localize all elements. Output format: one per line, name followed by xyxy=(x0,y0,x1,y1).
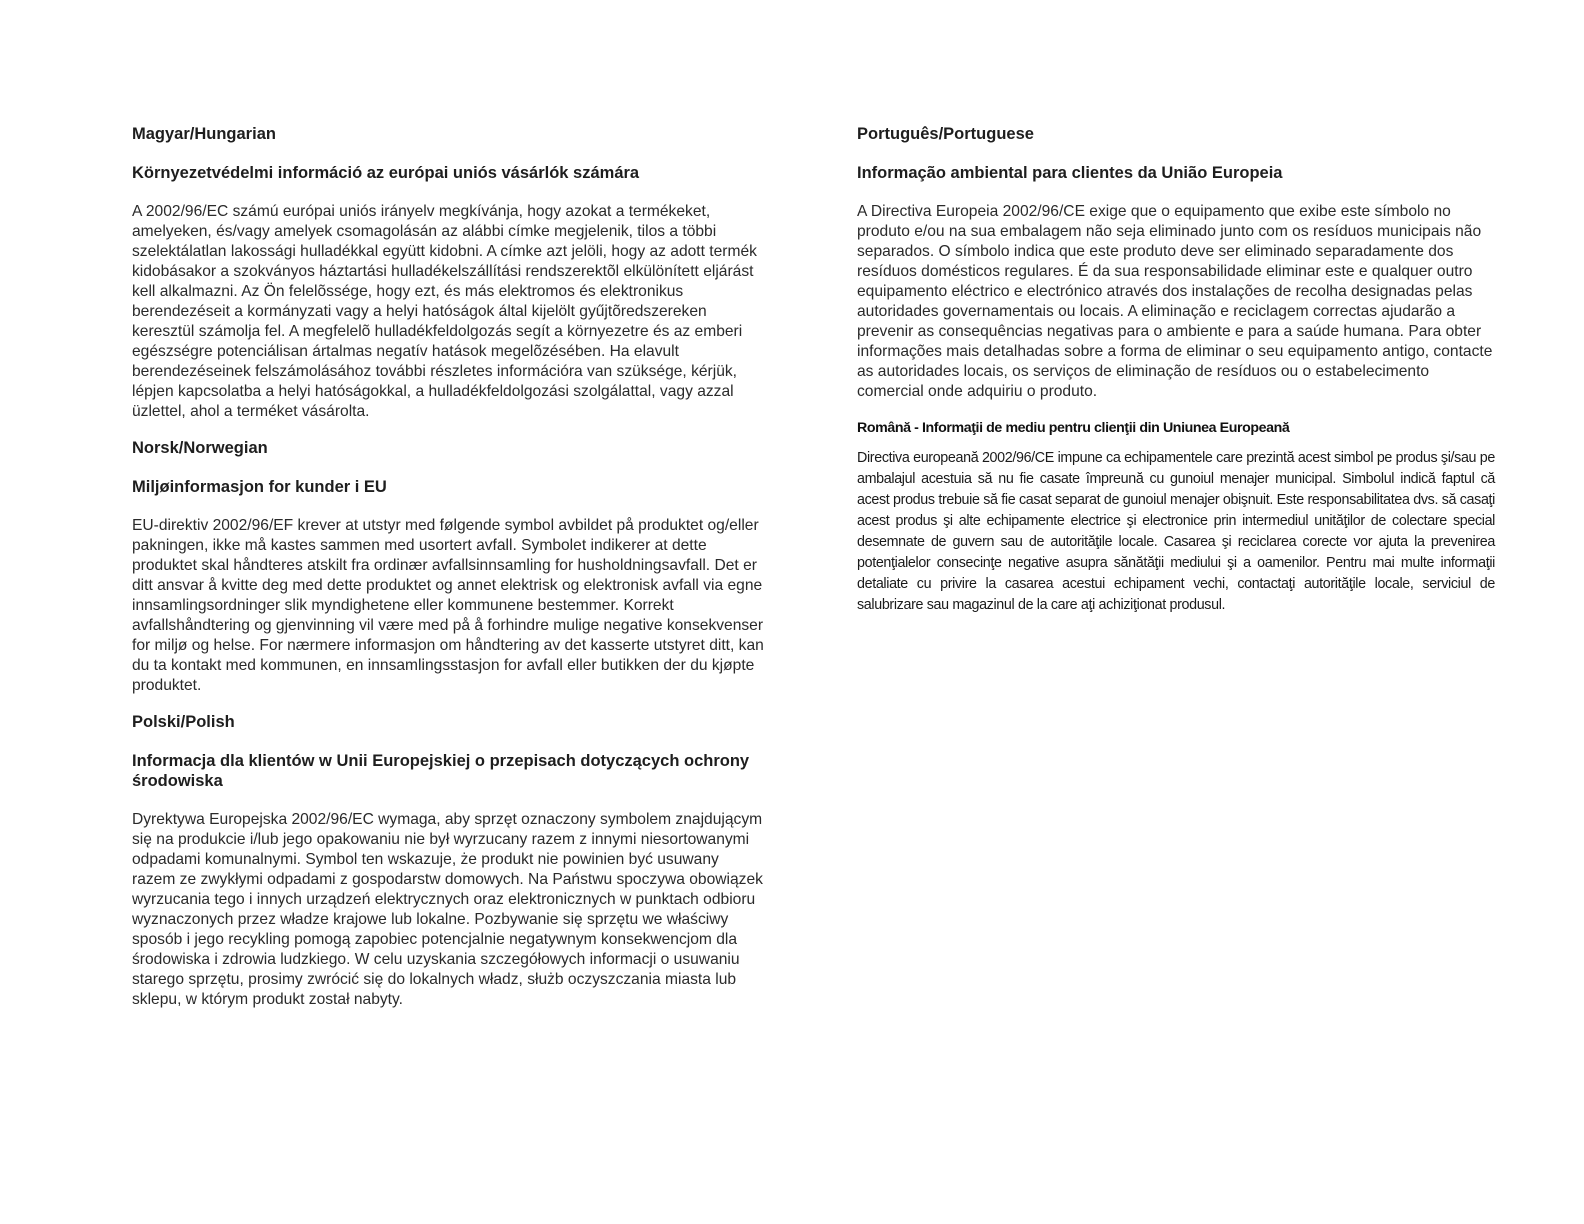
body-text-portuguese: A Directiva Europeia 2002/96/CE exige que o equipamento que exibe este símbolo no produto e/ou na sua embalagem não seja eliminado junto com os resíduos municipais não separados. O símbolo indica que este produto deve ser eliminado separadamente dos resíduos domésticos regulares. É da sua responsabilidade eliminar este e qualquer outro equipamento eléctrico e electrónico através dos instalações de recolha designadas pelas autoridades governamentais ou locais. A eliminação e reciclagem correctas ajudarão a prevenir as consequências negativas para o ambiente e para a saúde humana. Para obter informações mais detalhadas sobre a forma de eliminar o seu equipamento antigo, contacte as autoridades locais, os serviços de eliminação de resíduos ou o estabelecimento comercial onde adquiriu o produto. xyxy=(857,203,1493,400)
language-title-polish: Polski/Polish xyxy=(132,713,235,731)
body-text-hungarian: A 2002/96/EC számú európai uniós irányelv megkívánja, hogy azokat a termékeket, amelyeken, és/vagy amelyek csomagolásán az alábbi címke megjelenik, tilos a többi szelektálatlan lakossági hulladékkal együtt kidobni. A címke azt jelöli, hogy az adott termék kidobásakor a szokványos háztartási hulladékelszállítási rendszerektõl elkülönített eljárást kell alkalmazni. Az Ön felelõssége, hogy ezt, és más elektromos és elektronikus berendezéseit a kormányzati vagy a helyi hatóságok által kijelölt gyűjtõredszereken keresztül számolja fel. A megfelelõ hulladékfeldolgozás segít a környezetre és az emberi egészségre potenciálisan ártalmas negatív hatások megelõzésében. Ha elavult berendezéseinek felszámolásához további részletes információra van szüksége, kérjük, lépjen kapcsolatba a helyi hatóságokkal, a hulladékfeldolgozási szolgálattal, vagy azzal üzlettel, ahol a terméket vásárolta. xyxy=(132,203,757,420)
body-text-polish: Dyrektywa Europejska 2002/96/EC wymaga, aby sprzęt oznaczony symbolem znajdującym się na produkcie i/lub jego opakowaniu nie był wyrzucany razem z innymi niesortowanymi odpadami komunalnymi. Symbol ten wskazuje, że produkt nie powinien być usuwany razem ze zwykłymi odpadami z gospodarstw domowych. Na Państwu spoczywa obowiązek wyrzucania tego i innych urządzeń elektrycznych oraz elektronicznych w punktach odbioru wyznaczonych przez władze krajowe lub lokalne. Pozbywanie się sprzętu we właściwy sposób i jego recykling pomogą zapobiec potencjalnie negatywnym konsekwencjom dla środowiska i zdrowia ludzkiego. W celu uzyskania szczegółowych informacji o usuwaniu starego sprzętu, prosimy zwrócić się do lokalnych władz, służb oczyszczania miasta lub sklepu, w którym produkt został nabyty. xyxy=(132,811,763,1008)
section-romanian xyxy=(857,418,1495,616)
section-heading-portuguese: Informação ambiental para clientes da União Europeia xyxy=(857,164,1283,182)
right-column xyxy=(857,124,1495,616)
language-title-portuguese: Português/Portuguese xyxy=(857,125,1034,143)
body-text-romanian: Directiva europeană 2002/96/CE impune ca echipamentele care prezintă acest simbol pe produs şi/sau pe ambalajul acestuia să nu fie casate împreună cu gunoiul menajer municipal. Simbolul indică faptul că acest produs trebuie să fie casat separat de gunoiul menajer obişnuit. Este responsabilitatea dvs. să casaţi acest produs şi alte echipamente electrice şi electronice prin intermediul unităţilor de colectare special desemnate de guvern sau de autorităţile locale. Casarea şi reciclarea corecte vor ajuta la prevenirea potenţialelor consecinţe negative asupra sănătăţii mediului şi a oamenilor. Pentru mai multe informaţii detaliate cu privire la casarea acestui echipament vechi, contactaţi autorităţile locale, serviciul de salubrizare sau magazinul de la care aţi achiziţionat produsul. xyxy=(857,450,1495,613)
language-title-hungarian: Magyar/Hungarian xyxy=(132,125,276,143)
section-portuguese xyxy=(857,124,1495,402)
section-heading-hungarian: Környezetvédelmi információ az európai uniós vásárlók számára xyxy=(132,164,640,182)
section-polish xyxy=(132,712,764,1010)
body-text-norwegian: EU-direktiv 2002/96/EF krever at utstyr med følgende symbol avbildet på produktet og/eller pakningen, ikke må kastes sammen med usortert avfall. Symbolet indikerer at dette produktet skal håndteres atskilt fra ordinær avfallsinnsamling for husholdningsavfall. Det er ditt ansvar å kvitte deg med dette produktet og annet elektrisk og elektronisk avfall via egne innsamlingsordninger slik myndighetene eller kommunene bestemmer. Korrekt avfallshåndtering og gjenvinning vil være med på å forhindre mulige negative konsekvenser for miljø og helse. For nærmere informasjon om håndtering av det kasserte utstyret ditt, kan du ta kontakt med kommunen, en innsamlingsstasjon for avfall eller butikken der du kjøpte produktet. xyxy=(132,517,764,694)
section-hungarian xyxy=(132,124,764,422)
language-title-norwegian: Norsk/Norwegian xyxy=(132,439,268,457)
section-norwegian xyxy=(132,438,764,696)
section-heading-romanian: Română - Informaţii de mediu pentru clienţii din Uniunea Europeană xyxy=(857,420,1290,436)
section-heading-polish: Informacja dla klientów w Unii Europejskiej o przepisach dotyczących ochrony środowiska xyxy=(132,752,750,790)
left-column xyxy=(132,124,764,1026)
section-heading-norwegian: Miljøinformasjon for kunder i EU xyxy=(132,478,387,496)
